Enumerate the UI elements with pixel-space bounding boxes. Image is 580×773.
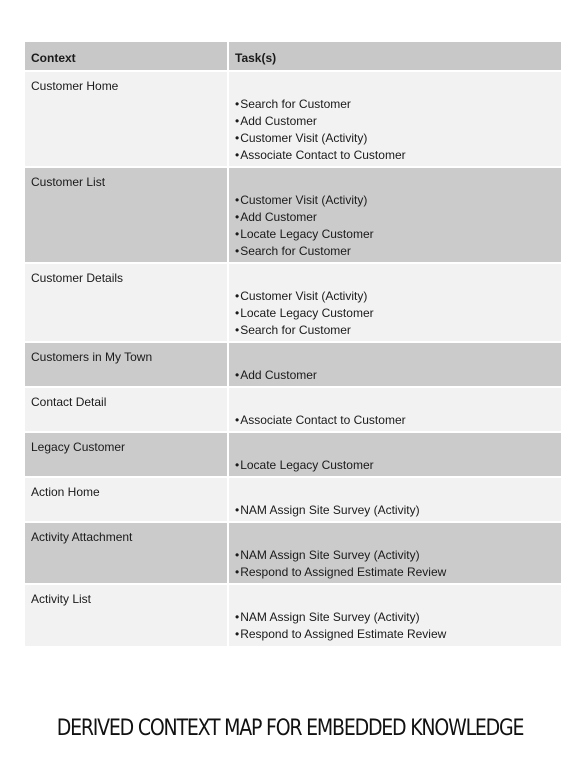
task-item: • Locate Legacy Customer	[235, 457, 555, 474]
task-item: • Locate Legacy Customer	[235, 305, 555, 322]
task-list	[235, 288, 555, 339]
task-list	[235, 367, 555, 384]
header-context: Context	[25, 42, 229, 70]
tasks-cell	[229, 388, 561, 431]
task-item: • NAM Assign Site Survey (Activity)	[235, 502, 555, 519]
context-cell: Legacy Customer	[25, 433, 229, 476]
tasks-cell	[229, 523, 561, 583]
task-item: • Locate Legacy Customer	[235, 226, 555, 243]
table-row	[25, 523, 561, 585]
task-list	[235, 457, 555, 474]
task-list	[235, 502, 555, 519]
task-item: • NAM Assign Site Survey (Activity)	[235, 609, 555, 626]
table-row	[25, 388, 561, 433]
task-item: • Search for Customer	[235, 243, 555, 260]
tasks-cell	[229, 585, 561, 646]
page-title: DERIVED CONTEXT MAP FOR EMBEDDED KNOWLEDGE	[56, 716, 524, 741]
context-cell: Customer Home	[25, 72, 229, 166]
context-cell: Action Home	[25, 478, 229, 521]
task-item: • Respond to Assigned Estimate Review	[235, 626, 555, 643]
table-row	[25, 264, 561, 343]
task-item: • Search for Customer	[235, 96, 555, 113]
context-cell: Customers in My Town	[25, 343, 229, 386]
task-item: • Associate Contact to Customer	[235, 412, 555, 429]
task-item: • NAM Assign Site Survey (Activity)	[235, 547, 555, 564]
task-list	[235, 412, 555, 429]
task-item: • Respond to Assigned Estimate Review	[235, 564, 555, 581]
context-cell: Customer List	[25, 168, 229, 262]
task-item: • Customer Visit (Activity)	[235, 288, 555, 305]
table-row	[25, 585, 561, 646]
context-cell: Activity List	[25, 585, 229, 646]
task-item: • Add Customer	[235, 113, 555, 130]
task-item: • Add Customer	[235, 367, 555, 384]
tasks-cell	[229, 72, 561, 166]
task-item: • Customer Visit (Activity)	[235, 192, 555, 209]
tasks-cell	[229, 343, 561, 386]
table-row	[25, 343, 561, 388]
task-item: • Add Customer	[235, 209, 555, 226]
task-item: • Associate Contact to Customer	[235, 147, 555, 164]
context-cell: Activity Attachment	[25, 523, 229, 583]
header-tasks: Task(s)	[235, 51, 277, 65]
table-row	[25, 478, 561, 523]
tasks-cell	[229, 478, 561, 521]
task-list	[235, 96, 555, 164]
tasks-cell	[229, 433, 561, 476]
context-task-table	[25, 42, 561, 646]
task-item: • Customer Visit (Activity)	[235, 130, 555, 147]
task-list	[235, 192, 555, 260]
context-cell: Contact Detail	[25, 388, 229, 431]
table-header-row	[25, 42, 561, 72]
task-list	[235, 547, 555, 581]
table-row	[25, 168, 561, 264]
task-item: • Search for Customer	[235, 322, 555, 339]
table-row	[25, 72, 561, 168]
tasks-cell	[229, 168, 561, 262]
tasks-cell	[229, 264, 561, 341]
task-list	[235, 609, 555, 643]
context-cell: Customer Details	[25, 264, 229, 341]
table-row	[25, 433, 561, 478]
